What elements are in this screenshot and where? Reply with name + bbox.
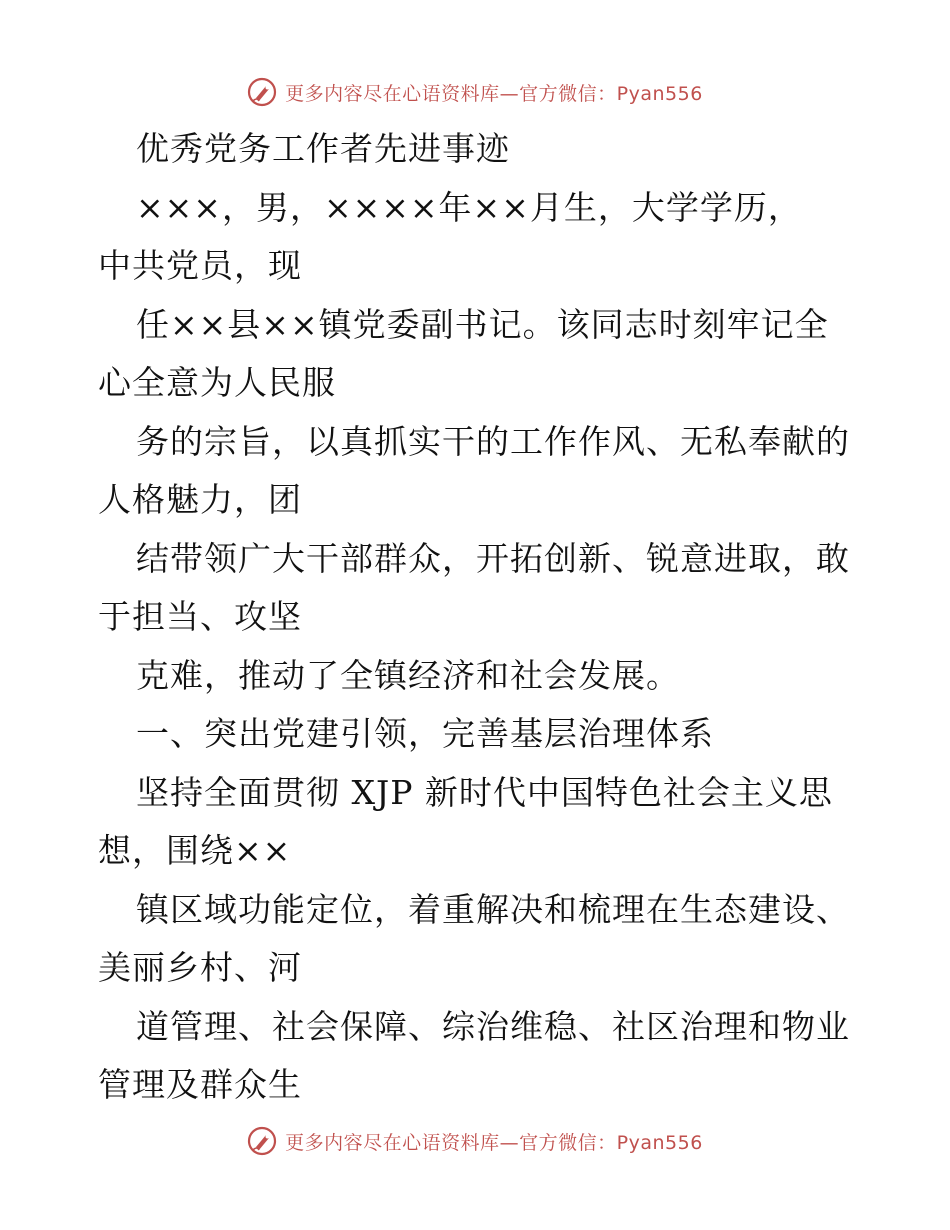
text-line: 想，围绕××: [98, 831, 292, 870]
document-title: 优秀党务工作者先进事迹: [136, 129, 510, 168]
watermark-text: 更多内容尽在心语资料库—官方微信：Pyan556: [285, 82, 703, 105]
watermark-footer: [0, 1121, 950, 1161]
pen-nib-logo-icon: [247, 1126, 277, 1156]
pen-nib-logo-icon: [247, 77, 277, 107]
text-line: 坚持全面贯彻 XJP 新时代中国特色社会主义思: [136, 772, 833, 812]
text-line: 结带领广大干部群众，开拓创新、锐意进取，敢: [136, 538, 850, 578]
text-line: 道管理、社会保障、综治维稳、社区治理和物业: [136, 1006, 850, 1046]
text-line: 人格魅力，团: [98, 480, 302, 519]
text-line: 镇区域功能定位，着重解决和梳理在生态建设、: [136, 889, 850, 929]
text-line: 务的宗旨，以真抓实干的工作作风、无私奉献的: [136, 421, 850, 461]
text-line: 管理及群众生: [98, 1065, 302, 1104]
text-line: 于担当、攻坚: [98, 597, 302, 636]
text-line: 心全意为人民服: [98, 363, 336, 402]
watermark-header: [0, 72, 950, 112]
text-line: 美丽乡村、河: [98, 948, 302, 987]
section-heading: 一、突出党建引领，完善基层治理体系: [136, 714, 714, 753]
text-line: 克难，推动了全镇经济和社会发展。: [136, 655, 680, 695]
text-line: ×××，男，××××年××月生，大学学历，: [136, 187, 802, 227]
watermark-text: 更多内容尽在心语资料库—官方微信：Pyan556: [285, 1131, 703, 1154]
document-body: [98, 120, 858, 1115]
text-line: 中共党员，现: [98, 246, 302, 285]
text-line: 任××县××镇党委副书记。该同志时刻牢记全: [136, 304, 829, 344]
